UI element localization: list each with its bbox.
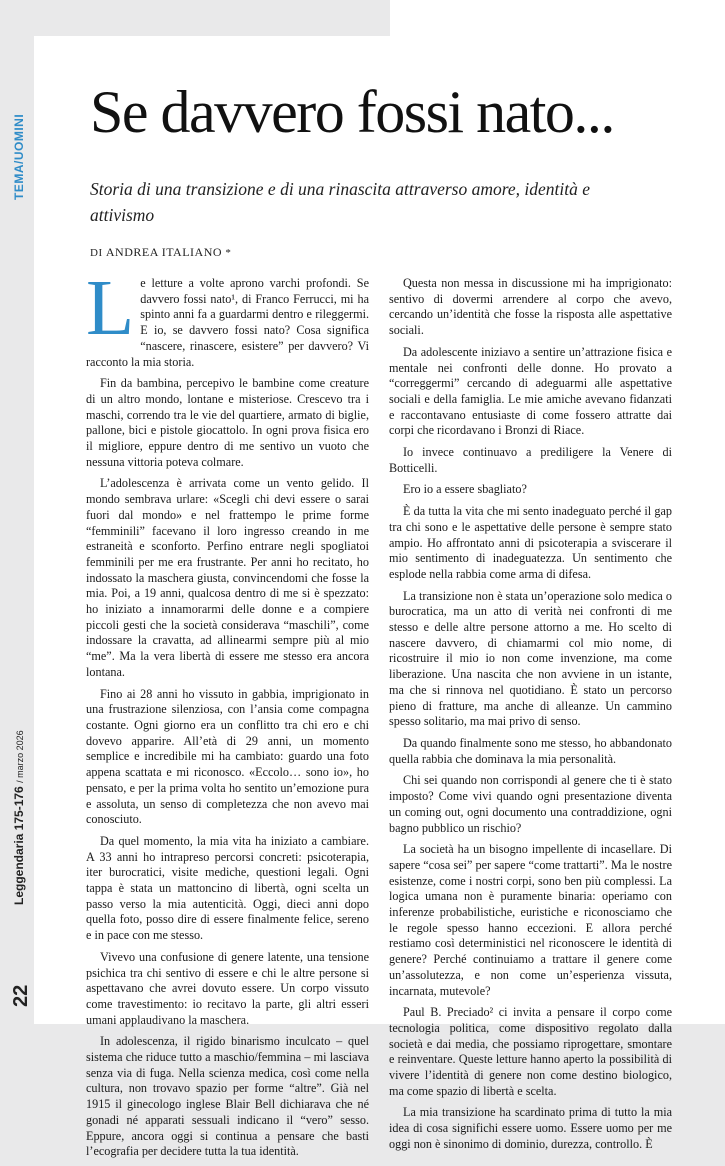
paragraph: Fin da bambina, percepivo le bambine come creature di un altro mondo, lontane e misteriose. Crescevo tra i maschi, correndo tra le vie del quartiere, armato di biglie, pallone, bici e pistole giocattolo. In ogni prova fisica ero il migliore, eppure dentro di me sentivo un vuoto che nessuna vittoria poteva colmare. [86,376,369,469]
paragraph: Le letture a volte aprono varchi profondi. Se davvero fossi nato¹, di Franco Ferrucci, mi ha spinto anni fa a guardarmi dentro e rileggermi. E io, se davvero fossi nato? Cosa significa “nascere, rinascere, esistere” per davvero? Vi racconto la mia storia. [86,265,369,369]
page-top-right [390,0,725,36]
paragraph: Io invece continuavo a prediligere la Venere di Botticelli. [389,445,672,475]
right-column [389,276,672,1159]
paragraph: Ero io a essere sbagliato? [403,482,527,497]
journal-info: Leggendaria 175-176 / marzo 2026 [12,730,26,905]
paragraph: Fino ai 28 anni ho vissuto in gabbia, imprigionato in una frustrazione silenziosa, con l’ansia come compagna costante. Ogni giorno era un conflitto tra chi ero e chi dovevo apparire. All’età di 29 anni, un momento semplice e incredibile mi ha cambiato: guardo una foto appena scattata e mi riconosco. «Eccolo… sono io», ho pensato, e per la prima volta ho sentito un’emozione pura e assoluta, un senso di completezza che non avevo mai conosciuto. [86,686,369,827]
paragraph: Chi sei quando non corrispondi al genere che ti è stato imposto? Come vivi quando ogni presentazione diventa un coming out, ogni documento una contraddizione, ogni bagno pubblico un rischio? [389,773,672,835]
article-subtitle: Storia di una transizione e di una rinascita attraverso amore, identità e attivismo [90,179,591,225]
paragraph: L’adolescenza è arrivata come un vento gelido. Il mondo sembrava urlare: «Scegli chi devi essere o sarai fuori dal mondo» e nel frattempo le prime forme “femminili” facevano il loro ingresso creando in me estraneità e sconforto. Perfino entrare negli spogliatoi femminili per me era frustrante. Per anni ho recitato, ho indossato la maschera giusta, convincendomi che fosse la mia. Poi, a 19 anni, qualcosa dentro di me si è spezzato: ho iniziato a innamorarmi delle donne e a compiere piccoli gesti che la società considerava “maschili”, come indossare la cravatta, ad allinearmi sempre più al mio “me”. Ma la vera libertà di essere me stesso era ancora lontana. [86,476,369,679]
page-number: 22 [10,984,32,1007]
paragraph: Da quel momento, la mia vita ha iniziato a cambiare. A 33 anni ho intrapreso percorsi concreti: psicoterapia, iter burocratici, visite mediche, questioni legali. Ogni tappa è stata un mattoncino di libertà, ogni scelta un passo verso la mia autenticità. Oggi, dieci anni dopo quella foto, posso dire di essere finalmente felice, sereno e in pace con me stesso. [86,833,369,943]
paragraph: La società ha un bisogno impellente di incasellare. Di sapere “cosa sei” per sapere “come trattarti”. Ma le nostre esistenze, come i nostri corpi, sono ben più complessi. La logica umana non è puramente binaria: operiamo con inferenze probabilistiche, euristiche e riconosciamo che le regole spesso hanno eccezioni. E allora perché restiamo così deterministici nel riconoscere le identità di genere? Perché continuiamo a trattare il genere come un’assolutezza, e non come un’esperienza vissuta, incarnata, mutevole? [389,842,672,998]
author-name: ANDREA ITALIANO [105,245,223,259]
section-tag [12,70,28,200]
left-column [86,265,369,1166]
paragraph: Vivevo una confusione di genere latente, una tensione psichica tra chi sentivo di essere e chi le altre persone si aspettavano che avrei dovuto essere. Un corpo vissuto come travestimento: io recitavo la parte, gli altri esseri umani applaudivano la maschera. [86,949,369,1027]
paragraph: In adolescenza, il rigido binarismo inculcato – quel sistema che riduce tutto a maschio/femmina – mi lasciava senza via di fuga. Nella scienza medica, così come nella cultura, non trovavo spazio per forme “altre”. Già nel 1915 il ginecologo inglese Blair Bell dichiarava che né gonadi né apparati sessuali indicano il “vero” sesso. Eppure, ancora oggi si continua a pensare che basti l’ecografia per decidere tutta la tua identità. [86,1034,369,1159]
drop-cap: L [86,265,135,352]
paragraph: Paul B. Preciado² ci invita a pensare il corpo come tecnologia politica, come dispositivo regolato dalla società e dai media, che possiamo riprogettare, smontare e reinventare. Queste letture hanno aperto la possibilità di vivere l’identità di genere non come destino biologico, ma come spazio di libertà e scelta. [389,1005,672,1098]
paragraph: Questa non messa in discussione mi ha imprigionato: sentivo di dovermi arrendere al corpo che avevo, cercando un’identità che fosse la risposta alle aspettative sociali. [389,276,672,338]
paragraph: La mia transizione ha scardinato prima di tutto la mia idea di cosa significhi essere uomo. Essere uomo per me oggi non è sinonimo di dominio, durezza, controllo. È [389,1105,672,1151]
section-tag-text: TEMA/UOMINI [12,113,26,200]
paragraph: È da tutta la vita che mi sento inadeguato perché il gap tra chi sono e le aspettative delle persone è sempre stato ampio. Ho affrontato anni di psicoterapia a sviscerare il mio sentimento di inadeguatezza. Un sentimento che esplode nella rabbia come arma di difesa. [389,504,672,581]
paragraph: Da quando finalmente sono me stesso, ho abbandonato quella rabbia che dominava la mia personalità. [389,735,672,766]
paragraph: Da adolescente iniziavo a sentire un’attrazione fisica e mentale nei confronti delle donne. Ho provato a “correggermi” cercando di adeguarmi alle aspettative sociali e della famiglia. Le mie amiche avevano fidanzati e raccontavano entusiaste di come fossero attratte dai corpi che ricordavano i Bronzi di Riace. [389,344,672,438]
journal-name: Leggendaria 175-176 [12,786,26,905]
byline: DI ANDREA ITALIANO * [90,245,232,259]
article-title: Se davvero fossi nato... [90,79,614,145]
journal-issue: marzo 2026 [15,730,25,778]
paragraph: La transizione non è stata un’operazione solo medica o burocratica, ma un atto di verità nei confronti di me stesso e delle altre persone attorno a me. Ho scelto di nascere davvero, di chiamarmi col mio nome, di ricostruire il mio io non come invenzione, ma come liberazione. Una nascita che non avviene in un istante, ma che si rinnova nel quotidiano. È stato un percorso pieno di fratture, ma anche di alleanze. Un cammino spesso solitario, ma mai privo di senso. [389,588,672,729]
